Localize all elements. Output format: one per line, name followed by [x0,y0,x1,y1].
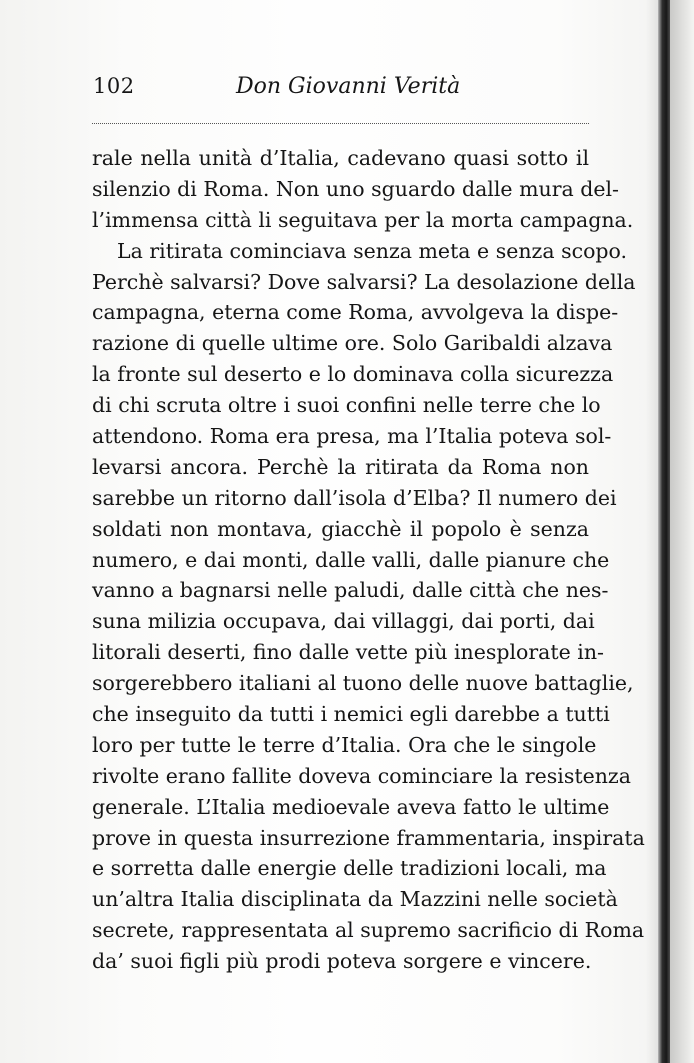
body-text [92,143,645,974]
text-line: suna milizia occupava, dai villaggi, dai porti, dai [92,609,595,634]
text-line: rivolte erano fallite doveva cominciare la resistenza [92,763,631,788]
text-line: e sorretta dalle energie delle tradizioni locali, ma [92,856,607,881]
text-line: rale nella unità d’Italia, cadevano quasi sotto il [92,146,589,170]
text-line: numero, e dai monti, dalle valli, dalle pianure che [92,547,610,572]
page-header [93,70,593,110]
text-line: generale. L’Italia medioevale aveva fatto le ultime [92,794,610,819]
text-line: silenzio di Roma. Non uno sguardo dalle mura del- [92,176,619,201]
gutter-shadow [646,0,658,1063]
page-number: 102 [93,74,135,98]
text-line: campagna, eterna come Roma, avvolgeva la dispe- [92,300,619,325]
text-line: litorali deserti, fino dalle vette più inesplorate in- [92,640,604,665]
text-line: vanno a bagnarsi nelle paludi, dalle città che nes- [92,578,609,603]
book-binding-edge [658,0,670,1063]
text-line: secrete, rappresentata al supremo sacrificio di Roma [92,918,645,943]
text-line: levarsi ancora. Perchè la ritirata da Roma non [92,454,589,479]
page-outer-edge [670,0,694,1063]
header-divider [92,123,589,124]
text-line: sarebbe un ritorno dall’isola d’Elba? Il numero dei [92,485,617,510]
text-line: sorgerebbero italiani al tuono delle nuove battaglie, [92,671,634,696]
text-line: che inseguito da tutti i nemici egli darebbe a tutti [92,702,610,727]
running-title: Don Giovanni Verità [236,74,461,99]
text-line: razione di quelle ultime ore. Solo Garibaldi alzava [92,331,613,356]
text-line: la fronte sul deserto e lo dominava colla sicurezza [92,362,614,387]
text-line: Perchè salvarsi? Dove salvarsi? La desolazione della [92,269,636,294]
text-line: loro per tutte le terre d’Italia. Ora che le singole [92,732,597,757]
text-line: soldati non montava, giacchè il popolo è senza [92,516,589,541]
text-line: La ritirata cominciava senza meta e senza scopo. [117,238,628,263]
text-line: di chi scruta oltre i suoi confini nelle terre che lo [92,393,601,418]
text-line: attendono. Roma era presa, ma l’Italia poteva sol- [92,424,612,449]
text-line: l’immensa città li seguitava per la morta campagna. [92,207,634,232]
text-line: un’altra Italia disciplinata da Mazzini nelle società [92,887,618,912]
text-line: prove in questa insurrezione frammentaria, inspirata [92,825,645,850]
text-line: da’ suoi figli più prodi poteva sorgere e vincere. [92,949,592,974]
